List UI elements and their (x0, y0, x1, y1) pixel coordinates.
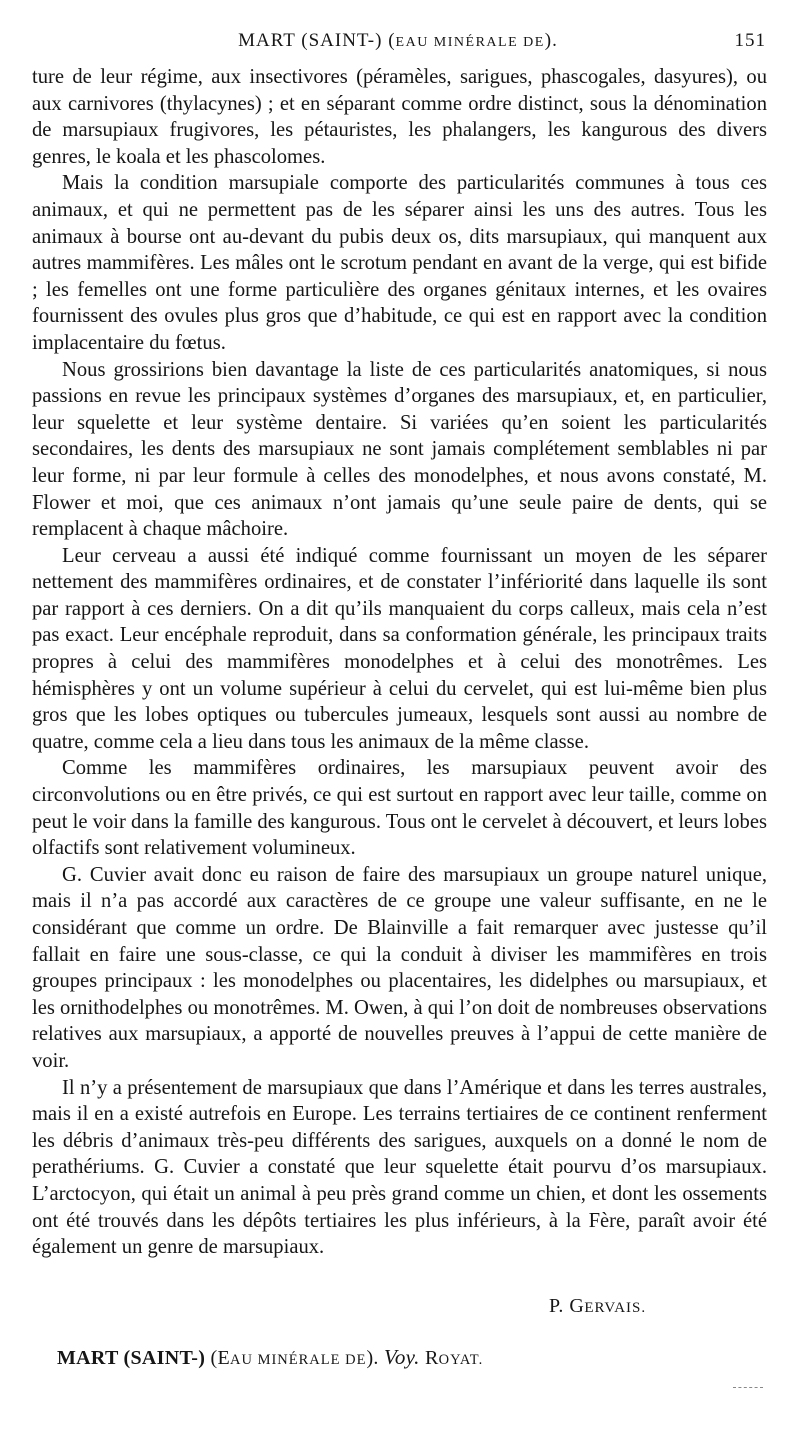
paragraph-1: ture de leur régime, aux insectivores (péramèles, sarigues, phascogales, dasyures), ou aux carnivores (thylacynes) ; et en séparant comme ordre distinct, sous la dénomination de marsupiaux frugivores, les pétauristes, les phalangers, les kangurous des divers genres, le koala et les phascolomes. (32, 66, 767, 168)
paragraph-7: Il n’y a présentement de marsupiaux que dans l’Amérique et dans les terres australes, mais il en a existé autrefois en Europe. Les terrains tertiaires de ce continent renferment les débris d’animaux très-peu différents des sarigues, auxquels on a donné le nom de perathériums. G. Cuvier a constaté que leur squelette était pourvu d’os marsupiaux. L’arctocyon, qui était un animal à peu près grand comme un chien, et dont les ossements ont été trouvés dans les dépôts tertiaires les plus inférieurs, à la Fère, paraît avoir été également un genre de marsupiaux. (32, 1076, 767, 1259)
entry-paren-open: ( (205, 1347, 218, 1369)
header-paren-open: ( (382, 30, 396, 51)
signature-name-rest: ERVAIS. (584, 1300, 647, 1316)
paragraph-3: Nous grossirions bien davantage la liste de ces particularités anatomiques, si nous passions en revue les principaux systèmes d’organes des marsupiaux, et, en particulier, leur squelette et leur système dentaire. Si variées qu’en soient les particularités secondaires, les dents des marsupiaux ne sont jamais complétement semblables ni par leur forme, ni par leur formule à celles des monodelphes, et nous avons constaté, M. Flower et moi, que ces animaux n’ont jamais qu’une seule paire de dents, qui se remplacent à chaque mâchoire. (32, 358, 767, 541)
header-paren-close: ). (544, 30, 558, 51)
paragraph-4: Leur cerveau a aussi été indiqué comme fournissant un moyen de les séparer nettement des mammifères ordinaires, et de constater l’infériorité dans laquelle ils sont par rapport à ces derniers. On a dit qu’ils manquaient du corps calleux, mais cela n’est pas exact. Leur encéphale reproduit, dans sa conformation générale, les principaux traits propres à celui des mammifères monodelphes et à celui des monotrêmes. Les hémisphères y ont un volume supérieur à celui du cervelet, qui est lui-même bien plus gros que les lobes optiques ou tubercules jumeaux, lesquels sont aussi au nombre de quatre, comme cela a lieu dans tous les animaux de la même classe. (32, 544, 767, 753)
paragraph-2: Mais la condition marsupiale comporte des particularités communes à tous ces animaux, et qui ne permettent pas de les séparer ainsi les uns des autres. Tous les animaux à bourse ont au-devant du pubis deux os, dits marsupiaux, qui manquent aux autres mammifères. Les mâles ont le scrotum pendant en avant de la verge, qui est bifide ; les femelles ont une forme particulière des organes génitaux internes, et les ovaires fournissent des ovules plus gros que d’habitude, ce qui est en rapport avec la condition implacentaire du fœtus. (32, 172, 767, 354)
header-title-smallcaps: EAU MINÉRALE DE (395, 35, 545, 50)
header-title-main: MART (SAINT-) (238, 30, 383, 51)
entry-eau-rest: AU MINÉRALE DE (230, 1352, 367, 1368)
paragraph-5: Comme les mammifères ordinaires, les marsupiaux peuvent avoir des circonvolutions ou en être privés, ce qui est surtout en rapport avec leur taille, comme on peut le voir dans la famille des kangurous. Tous ont le cervelet à découvert, et leurs lobes olfactifs sont relativement volumineux. (32, 757, 767, 860)
entry-eau-first: E (217, 1347, 231, 1369)
header-title (30, 30, 766, 52)
entry-ref-first: R (419, 1347, 439, 1369)
entry-ref-rest: OYAT. (438, 1352, 484, 1368)
dictionary-entry (57, 1345, 483, 1370)
entry-paren-close: ). (366, 1347, 385, 1369)
entry-voy: Voy. (384, 1345, 420, 1369)
signature-initial: P. (549, 1295, 570, 1317)
author-signature (549, 1295, 646, 1318)
running-header (30, 30, 766, 56)
body-text (32, 64, 767, 1261)
page-number: 151 (734, 30, 766, 51)
signature-name-first: G (569, 1295, 585, 1317)
entry-headword: MART (SAINT-) (57, 1347, 206, 1369)
paragraph-6: G. Cuvier avait donc eu raison de faire des marsupiaux un groupe naturel unique, mais il n’a pas accordé aux caractères de ce groupe une valeur suffisante, en ne le considérant que comme un ordre. De Blainville a fait remarquer avec justesse qu’il fallait en faire une sous-classe, ce qui la conduit à diviser les mammifères en trois groupes principaux : les monodelphes ou placentaires, les didelphes ou marsupiaux, et les ornithodelphes ou monotrêmes. M. Owen, à qui l’on doit de nombreuses observations relatives aux marsupiaux, a apporté de nouvelles preuves à l’appui de cette manière de voir. (32, 863, 767, 1072)
bottom-rule (733, 1387, 763, 1389)
